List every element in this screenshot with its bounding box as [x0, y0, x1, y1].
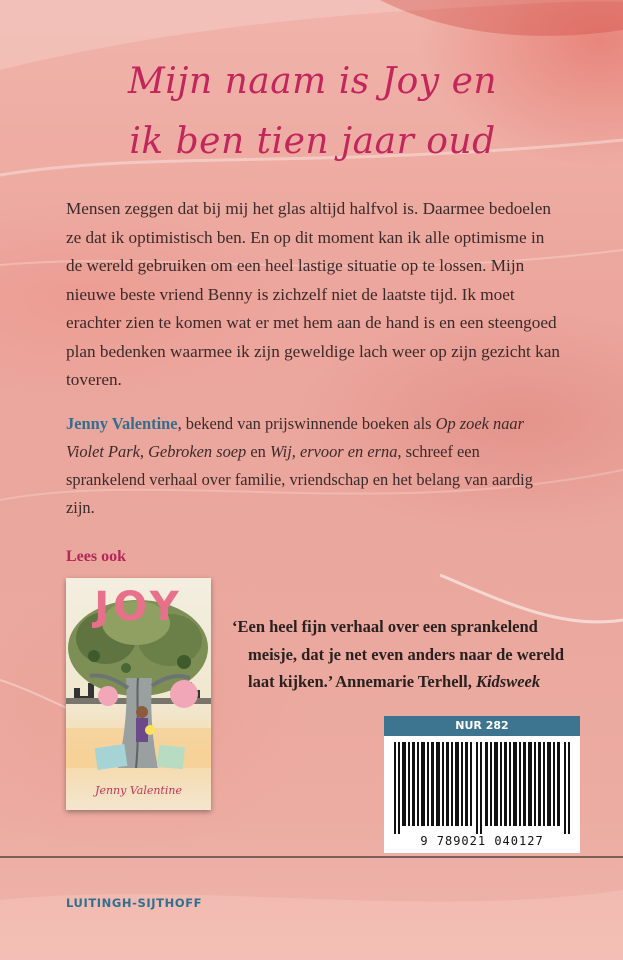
author-name: Jenny Valentine [66, 414, 178, 433]
cover-title-line-2: ik ben tien jaar oud [129, 121, 496, 162]
separator-1: , [139, 442, 149, 461]
divider-line [0, 856, 623, 858]
quote-source: Kidsweek [475, 672, 541, 691]
separator-2: en [246, 442, 270, 461]
blurb-text: Mensen zeggen dat bij mij het glas altijd halfvol is. Daarmee bedoelen ze dat ik optimistisch ben. En op dit moment kan ik alle optimisme in de wereld gebruiken om een heel lastige situatie op te lossen. Mijn nieuwe beste vriend Benny is zichzelf niet de laatste tijd. Ik moet erachter zien te komen wat er met hem aan de hand is en een steengoed plan bedenken waarmee ik zijn geweldige lach weer op zijn gezicht kan toveren. [66, 199, 560, 389]
cover-title-line-1: Mijn naam is Joy en [127, 61, 498, 102]
cover-title [40, 52, 585, 172]
book-title-3: Wij, ervoor en erna [269, 442, 398, 461]
mini-book-author: Jenny Valentine [95, 784, 182, 797]
barcode-icon [394, 742, 570, 834]
book-title-2: Gebroken soep [148, 442, 247, 461]
mini-book-title: JOY [94, 584, 183, 630]
author-outro: , schreef een sprankelend verhaal over familie, vriendschap en het belang van aardig zijn. [66, 442, 533, 517]
mini-book-cover [66, 578, 211, 810]
lees-ook-heading: Lees ook [66, 548, 126, 565]
publisher-logo: LUITINGH-SIJTHOFF [66, 896, 203, 910]
author-paragraph [66, 410, 562, 522]
book-title-1: Op zoek naar Violet Park [66, 414, 524, 461]
quote-text: ‘Een heel fijn verhaal over een sprankelend meisje, dat je net even anders naar de wereld laat kijken.’ Annemarie Terhell, [232, 617, 565, 691]
nur-label: NUR 282 [384, 716, 580, 736]
isbn-number: 9 789021 040127 [420, 834, 544, 848]
review-quote [232, 613, 588, 696]
author-intro: , bekend van prijswinnende boeken als [177, 414, 436, 433]
